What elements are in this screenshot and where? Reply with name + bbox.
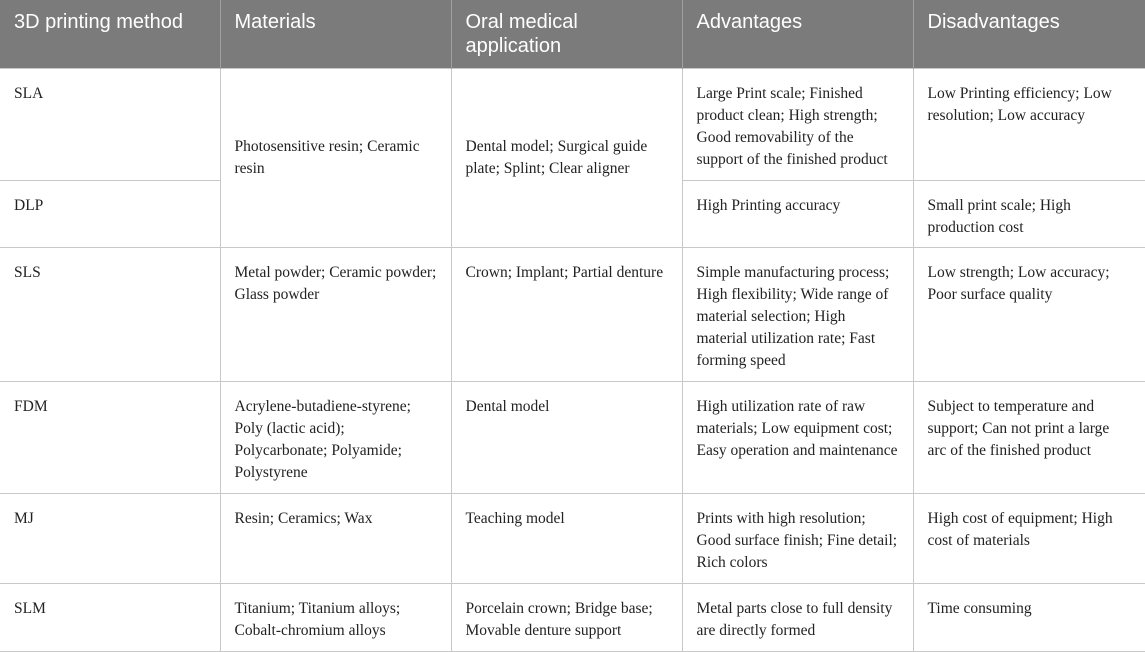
header-row: [0, 0, 1145, 69]
cell-disadvantages: High cost of equipment; High cost of materials: [913, 494, 1145, 584]
cell-advantages: Prints with high resolution; Good surface finish; Fine detail; Rich colors: [682, 494, 913, 584]
cell-disadvantages: Small print scale; High production cost: [913, 181, 1145, 248]
cell-disadvantages: Low Printing efficiency; Low resolution; Low accuracy: [913, 69, 1145, 181]
cell-application: Dental model: [451, 382, 682, 494]
cell-advantages: High Printing accuracy: [682, 181, 913, 248]
cell-advantages: Simple manufacturing process; High flexibility; Wide range of material selection; High material utilization rate; Fast forming speed: [682, 248, 913, 382]
header-advantages: Advantages: [682, 0, 913, 69]
cell-application: Teaching model: [451, 494, 682, 584]
cell-materials: Titanium; Titanium alloys; Cobalt-chromium alloys: [220, 584, 451, 652]
header-materials: Materials: [220, 0, 451, 69]
cell-method: DLP: [0, 181, 220, 248]
cell-materials: Resin; Ceramics; Wax: [220, 494, 451, 584]
header-method: 3D printing method: [0, 0, 220, 69]
cell-advantages: Large Print scale; Finished product clean; High strength; Good removability of the support of the finished product: [682, 69, 913, 181]
cell-materials: Acrylene-butadiene-styrene; Poly (lactic acid); Polycarbonate; Polyamide; Polystyrene: [220, 382, 451, 494]
cell-method: SLS: [0, 248, 220, 382]
cell-materials: Photosensitive resin; Ceramic resin: [220, 69, 451, 248]
header-application: Oral medical application: [451, 0, 682, 69]
table-row: [0, 494, 1145, 584]
cell-advantages: High utilization rate of raw materials; Low equipment cost; Easy operation and maintenance: [682, 382, 913, 494]
cell-method: MJ: [0, 494, 220, 584]
cell-disadvantages: Low strength; Low accuracy; Poor surface quality: [913, 248, 1145, 382]
header-disadvantages: Disadvantages: [913, 0, 1145, 69]
table-row: [0, 69, 1145, 181]
cell-method: SLA: [0, 69, 220, 181]
cell-method: SLM: [0, 584, 220, 652]
cell-disadvantages: Subject to temperature and support; Can not print a large arc of the finished product: [913, 382, 1145, 494]
table-row: [0, 584, 1145, 652]
table-row: [0, 248, 1145, 382]
cell-application: Crown; Implant; Partial denture: [451, 248, 682, 382]
cell-disadvantages: Time consuming: [913, 584, 1145, 652]
cell-advantages: Metal parts close to full density are directly formed: [682, 584, 913, 652]
cell-application: Porcelain crown; Bridge base; Movable denture support: [451, 584, 682, 652]
cell-application: Dental model; Surgical guide plate; Splint; Clear aligner: [451, 69, 682, 248]
table-row: [0, 382, 1145, 494]
cell-method: FDM: [0, 382, 220, 494]
cell-materials: Metal powder; Ceramic powder; Glass powder: [220, 248, 451, 382]
